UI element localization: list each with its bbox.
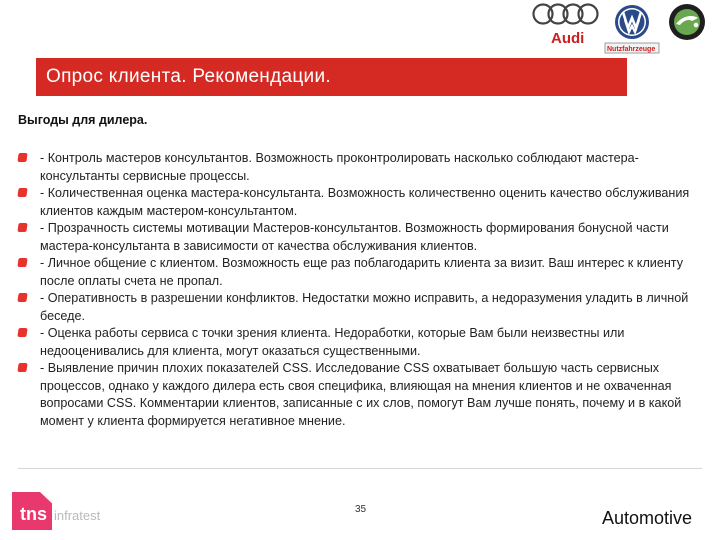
infratest-wordmark: infratest (54, 508, 101, 523)
list-item-text: - Личное общение с клиентом. Возможность еще раз поблагодарить клиента за визит. Ваш интерес к клиенту после оплаты счета не пропал. (40, 256, 683, 288)
list-item (18, 150, 698, 185)
footer-divider (18, 468, 702, 469)
list-item-text: - Выявление причин плохих показателей CSS. Исследование CSS охватывает большую часть сервисных процессов, однако у каждого дилера есть своя специфика, влияющая на мнения клиентов и не охваченная вопросами CSS. Комментарии клиентов, записанные с их слов, помогут Вам лучше понять, почему и в какой момент у клиента формируется негативное мнение. (40, 361, 682, 428)
page-number: 35 (355, 504, 367, 515)
tns-infratest-logo (12, 492, 104, 532)
audi-wordmark: Audi (551, 30, 585, 46)
brand-logos (525, 0, 720, 58)
list-item (18, 325, 698, 360)
vw-logo-icon (603, 2, 661, 54)
list-item (18, 360, 698, 430)
title-bar (36, 58, 627, 96)
tns-wordmark: tns (20, 504, 47, 524)
list-item (18, 220, 698, 255)
benefits-list (18, 150, 698, 430)
footer-brand: Automotive (602, 508, 693, 528)
section-subtitle: Выгоды для дилера. (18, 113, 148, 127)
list-item-text: - Контроль мастеров консультантов. Возможность проконтролировать насколько соблюдают мастера-консультанты сервисные процессы. (40, 151, 639, 183)
bullet-icon (17, 153, 27, 162)
list-item-text: - Оценка работы сервиса с точки зрения клиента. Недоработки, которые Вам были неизвестны или недооценивались для клиента, могут оказаться существенными. (40, 326, 625, 358)
bullet-icon (17, 363, 27, 372)
list-item-text: - Количественная оценка мастера-консультанта. Возможность количественно оценить качество обслуживания клиентов каждым мастером-консультантом. (40, 186, 690, 218)
list-item (18, 255, 698, 290)
vw-caption: Nutzfahrzeuge (607, 46, 656, 53)
list-item (18, 290, 698, 325)
skoda-logo-icon (662, 2, 712, 42)
audi-rings-icon (531, 2, 601, 46)
bullet-icon (17, 293, 27, 302)
list-item (18, 185, 698, 220)
list-item-text: - Оперативность в разрешении конфликтов. Недостатки можно исправить, а недоразумения уладить в личной беседе. (40, 291, 689, 323)
page-title: Опрос клиента. Рекомендации. (46, 66, 331, 87)
bullet-icon (17, 223, 27, 232)
bullet-icon (17, 188, 27, 197)
bullet-icon (17, 328, 27, 337)
list-item-text: - Прозрачность системы мотивации Мастеров-консультантов. Возможность формирования бонусной части мастера-консультанта в зависимости от качества обслуживания клиентов. (40, 221, 669, 253)
bullet-icon (17, 258, 27, 267)
